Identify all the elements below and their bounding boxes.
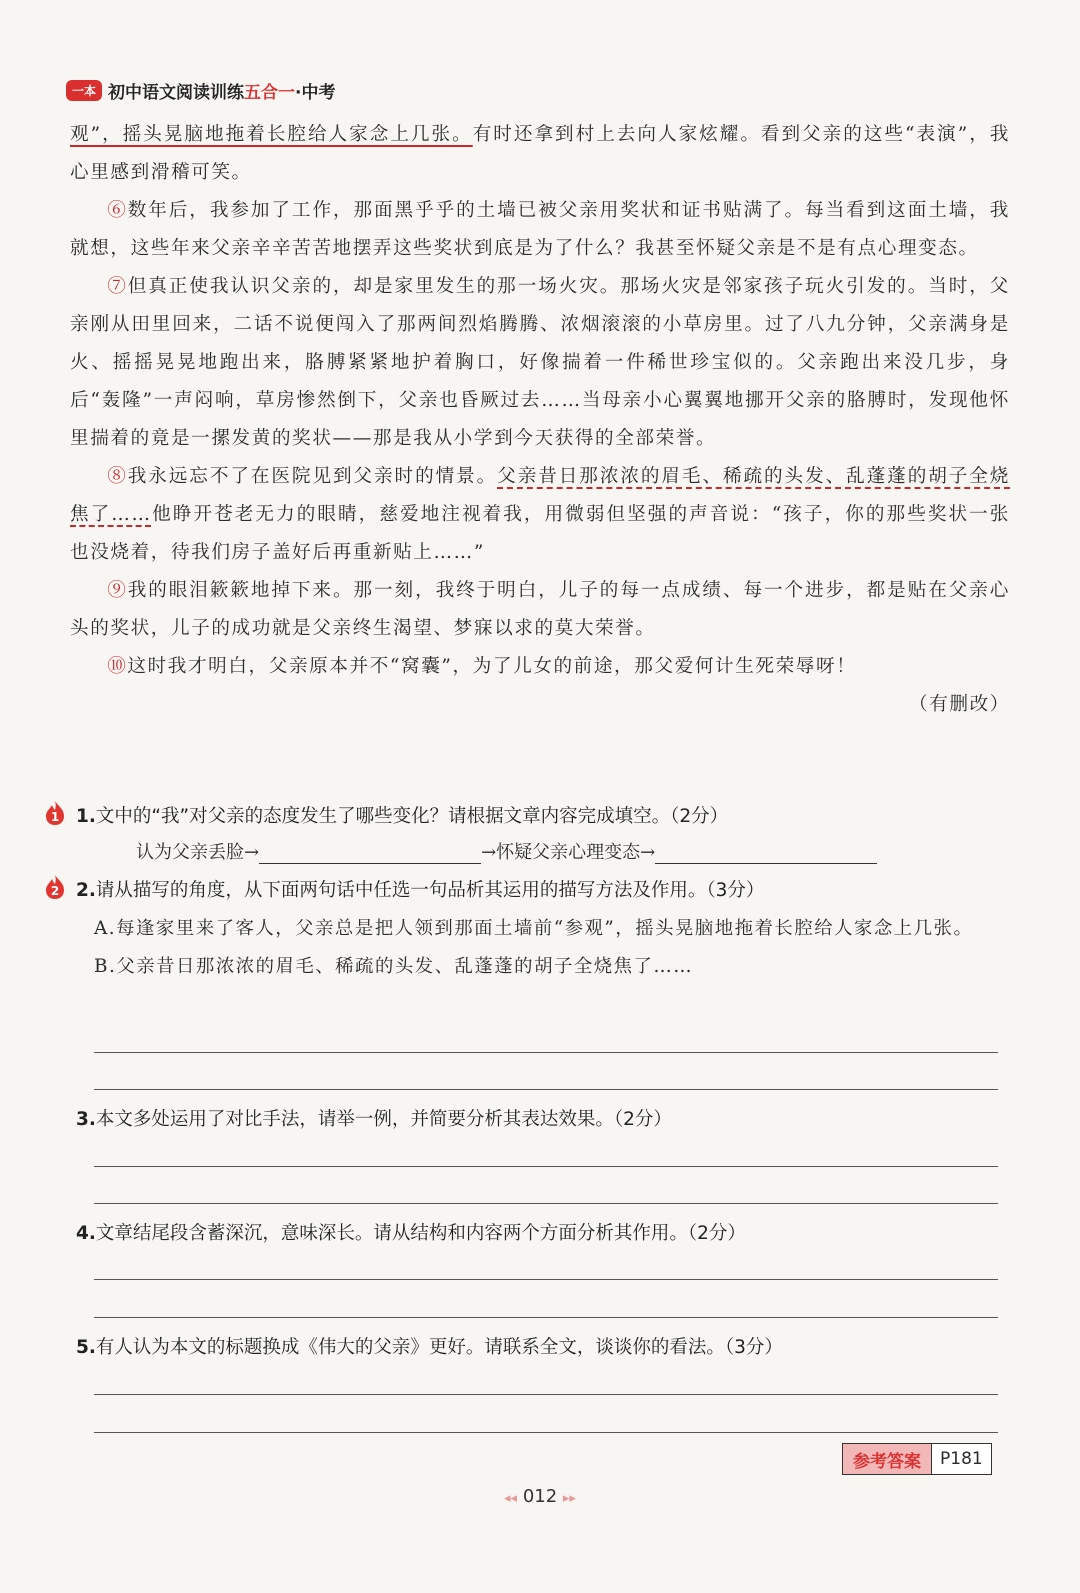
paragraph-number: ⑨	[107, 580, 128, 601]
answer-reference	[842, 1443, 992, 1475]
left-arrows-icon: ◂◂	[504, 1491, 518, 1506]
paragraph-number: ⑧	[107, 466, 128, 487]
question-1-fill-in: 认为父亲丢脸→ →怀疑父亲心理变态→	[136, 838, 877, 864]
underlined-sentence-b: 父亲昔日那浓浓的眉毛、稀疏的头发、乱蓬蓬的胡子全烧焦了……	[70, 466, 1010, 525]
underlined-sentence-a: 观”，摇头晃脑地拖着长腔给人家念上几张。	[70, 124, 473, 145]
question-2-options	[94, 910, 1010, 986]
paragraph-number: ⑥	[107, 200, 128, 221]
paragraph-6: ⑥数年后，我参加了工作，那面黑乎乎的土墙已被父亲用奖状和证书贴满了。每当看到这面土墙，我就想，这些年来父亲辛辛苦苦地摆弄这些奖状到底是为了什么？我甚至怀疑父亲是不是有点心理变态。	[70, 200, 1010, 259]
difficulty-flame-icon	[44, 800, 66, 826]
paragraph-9: ⑨我的眼泪簌簌地掉下来。那一刻，我终于明白，儿子的每一点成绩、每一个进步，都是贴在父亲心头的奖状，儿子的成功就是父亲终生渴望、梦寐以求的莫大荣誉。	[70, 580, 1010, 639]
difficulty-level: 1	[50, 810, 60, 824]
brand-logo: 一本	[66, 80, 102, 101]
answer-line[interactable]	[94, 1394, 998, 1395]
answer-line[interactable]	[94, 1089, 998, 1090]
reading-passage	[70, 116, 1010, 724]
paragraph-10: ⑩这时我才明白，父亲原本并不“窝囊”，为了儿女的前途，那父爱何计生死荣辱呀！	[107, 656, 857, 677]
question-2: 2 2.请从描写的角度，从下面两句话中任选一句品析其运用的描写方法及作用。（3分）	[76, 876, 1010, 902]
right-arrows-icon: ▸▸	[562, 1491, 576, 1506]
question-1: 1 1.文中的“我”对父亲的态度发生了哪些变化？请根据文章内容完成填空。（2分）	[76, 802, 1010, 828]
difficulty-flame-icon	[44, 874, 66, 900]
page-header	[66, 78, 335, 102]
question-4: 4.文章结尾段含蓄深沉，意味深长。请从结构和内容两个方面分析其作用。（2分）	[76, 1223, 746, 1244]
source-note: （有删改）	[909, 694, 1010, 715]
answer-line[interactable]	[94, 1432, 998, 1433]
paragraph-number: ⑦	[107, 276, 128, 297]
answer-blank-1[interactable]	[259, 843, 481, 864]
answer-line[interactable]	[94, 1317, 998, 1318]
answer-line[interactable]	[94, 1279, 998, 1280]
paragraph-number: ⑩	[107, 656, 128, 677]
answer-label: 参考答案	[843, 1444, 931, 1474]
answer-line[interactable]	[94, 1203, 998, 1204]
paragraph-7: ⑦但真正使我认识父亲的，却是家里发生的那一场火灾。那场火灾是邻家孩子玩火引发的。当时，父亲刚从田里回来，二话不说便闯入了那两间烈焰腾腾、浓烟滚滚的小草房里。过了八九分钟，父亲满身是火、摇摇晃晃地跑出来，胳膊紧紧地护着胸口，好像揣着一件稀世珍宝似的。父亲跑出来没几步，身后“轰隆”一声闷响，草房惨然倒下，父亲也昏厥过去……当母亲小心翼翼地挪开父亲的胳膊时，发现他怀里揣着的竟是一摞发黄的奖状——那是我从小学到今天获得的全部荣誉。	[70, 276, 1010, 449]
question-5: 5.有人认为本文的标题换成《伟大的父亲》更好。请联系全文，谈谈你的看法。（3分）	[76, 1337, 783, 1358]
answer-line[interactable]	[94, 1052, 998, 1053]
paragraph-continued: 观”，摇头晃脑地拖着长腔给人家念上几张。有时还拿到村上去向人家炫耀。看到父亲的这些“表演”，我心里感到滑稽可笑。	[70, 124, 1010, 183]
difficulty-level: 2	[50, 884, 60, 898]
answer-line[interactable]	[94, 1166, 998, 1167]
paragraph-8: ⑧我永远忘不了在医院见到父亲时的情景。父亲昔日那浓浓的眉毛、稀疏的头发、乱蓬蓬的胡子全烧焦了……他睁开苍老无力的眼睛，慈爱地注视着我，用微弱但坚强的声音说：“孩子，你的那些奖状一张也没烧着，待我们房子盖好后再重新贴上……”	[70, 466, 1010, 563]
page-number: ◂◂ 012 ▸▸	[504, 1486, 576, 1507]
question-3: 3.本文多处运用了对比手法，请举一例，并简要分析其表达效果。（2分）	[76, 1109, 672, 1130]
option-b: B.父亲昔日那浓浓的眉毛、稀疏的头发、乱蓬蓬的胡子全烧焦了……	[94, 956, 694, 977]
answer-page: P181	[931, 1444, 991, 1474]
answer-blank-2[interactable]	[655, 843, 877, 864]
option-a: A.每逢家里来了客人，父亲总是把人领到那面土墙前“参观”，摇头晃脑地拖着长腔给人家念上几张。	[94, 918, 974, 939]
book-title: 初中语文阅读训练五合一·中考	[108, 82, 336, 103]
